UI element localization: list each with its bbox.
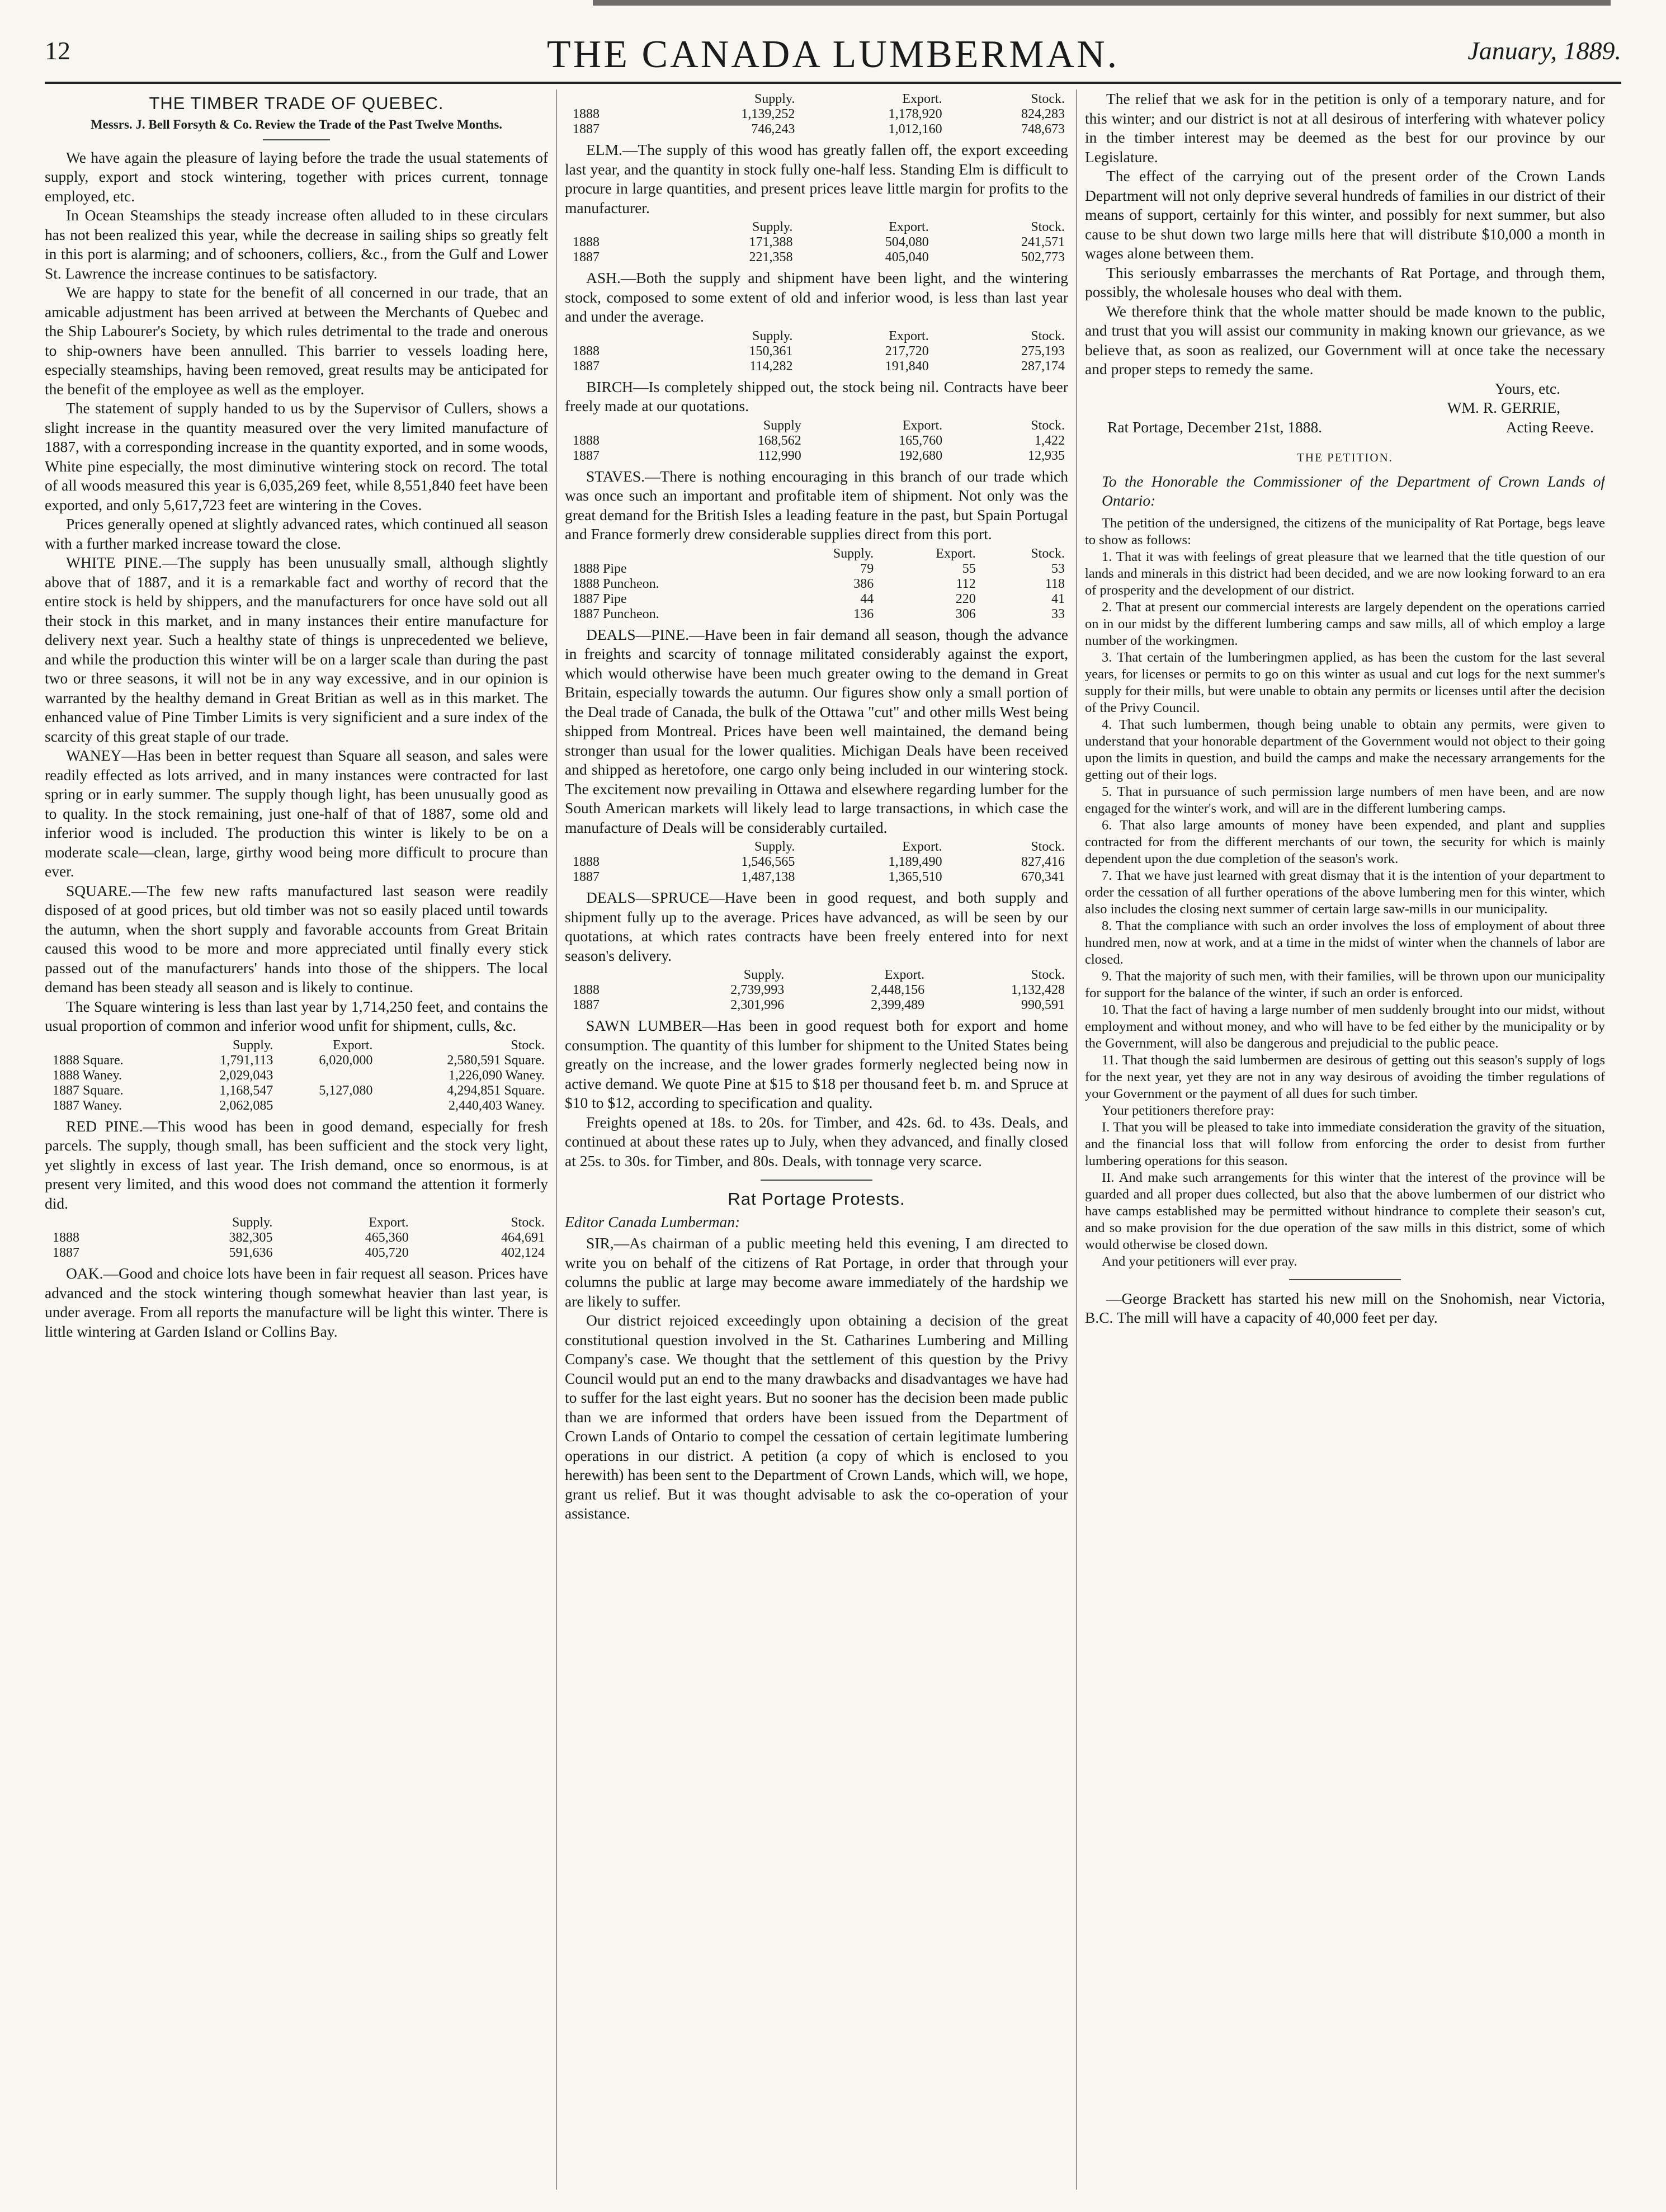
stats-cell: 1,422 xyxy=(1035,433,1065,448)
stats-cell: 114,282 xyxy=(749,359,793,374)
paragraph: SAWN LUMBER—Has been in good request both for export and home consumption. The quantity of this lumber for shipment to the United States being greatly on the increase, and the lower grades formerly neglected being now in active demand. We quote Pine at $15 to $18 per thousand feet b. m. and Spruce at $10 to $12, according to specification and quality. xyxy=(565,1017,1068,1111)
stats-cell: 2,580,591 Square. xyxy=(447,1053,545,1068)
stats-cell: 746,243 xyxy=(751,122,795,136)
stats-cell xyxy=(276,1068,376,1083)
stats-cell: 1888 xyxy=(573,855,600,869)
paragraph: 9. That the majority of such men, with their families, will be thrown upon our municipality for support for the balance of the winter, if such an order is enforced. xyxy=(1085,968,1605,1001)
column-3 xyxy=(1085,89,1605,2190)
article-title: THE TIMBER TRADE OF QUEBEC. xyxy=(149,93,444,113)
paragraph: The petition of the undersigned, the citizens of the municipality of Rat Portage, begs leave to show as follows: xyxy=(1085,515,1605,548)
stats-cell: 306 xyxy=(955,606,976,621)
paragraph: 5. That in pursuance of such permission large numbers of men have been, and are now engaged for the winter's work, and will are in the different lumbering camps. xyxy=(1085,784,1605,816)
paragraph: We have again the pleasure of laying before the trade the usual statements of supply, export and stock wintering, together with prices current, tonnage employed, etc. xyxy=(45,148,548,205)
stats-header: Stock. xyxy=(1031,328,1065,343)
stats-header xyxy=(569,839,651,855)
stats-cell: 1887 Square. xyxy=(53,1083,124,1098)
paragraph: Your petitioners therefore pray: xyxy=(1102,1102,1275,1118)
paragraph: WANEY—Has been in better request than Square all season, and sales were readily effected as lots arrived, and in many instances were contracted for last spring or in early summer. The supply though light, has been unusually good as to quality. In the stock remaining, just one-half of that of 1887, some old and inferior wood is included. The production this winter is likely to be on a moderate scale—clean, large, girthy wood being more difficult to procure than ever. xyxy=(45,747,548,880)
stats-cell: 2,440,403 Waney. xyxy=(448,1098,545,1113)
paragraph: This seriously embarrasses the merchants of Rat Portage, and through them, possibly, the wholesale houses who deal with them. xyxy=(1085,263,1605,300)
stats-cell xyxy=(276,1098,376,1114)
divider xyxy=(761,1180,872,1181)
stats-cell: 1887 xyxy=(53,1246,79,1260)
stats-cell: 168,562 xyxy=(757,433,801,448)
article-title: Rat Portage Protests. xyxy=(728,1189,905,1209)
stats-header: Supply. xyxy=(232,1037,273,1053)
issue-date: January, 1889. xyxy=(1467,36,1621,65)
stats-cell: 1888 xyxy=(573,433,600,448)
stats-cell: 53 xyxy=(1051,561,1065,576)
stats-table-birch xyxy=(569,418,1068,464)
stats-header xyxy=(49,1215,140,1230)
stats-cell: 1887 xyxy=(573,998,600,1012)
stats-grid xyxy=(569,329,1068,374)
paragraph: And your petitioners will ever pray. xyxy=(1102,1253,1297,1269)
paragraph: In Ocean Steamships the steady increase often alluded to in these circulars has not been realized this year, while the decrease in sailing ships so greatly felt in this port is alarming; and of schooners, colliers, &c., from the Gulf and Lower St. Lawrence the increase continues to be satisfactory. xyxy=(45,206,548,282)
stats-cell: 136 xyxy=(853,606,874,621)
stats-cell: 1,178,920 xyxy=(888,107,942,121)
stats-table-elm xyxy=(569,220,1068,265)
stats-header: Stock. xyxy=(511,1215,545,1230)
stats-row xyxy=(569,235,1068,250)
top-rule xyxy=(593,0,1611,6)
stats-cell: 171,388 xyxy=(749,235,793,249)
stats-cell: 1,226,090 Waney. xyxy=(448,1068,545,1083)
stats-grid xyxy=(569,220,1068,265)
stats-grid xyxy=(49,1215,548,1261)
paragraph: 1. That it was with feelings of great pleasure that we learned that the title question of our lands and minerals in this district had been decided, and we are now looking forward to an era of prosperity and the development of our district. xyxy=(1085,549,1605,598)
stats-cell: 464,691 xyxy=(501,1230,545,1245)
stats-cell: 112 xyxy=(956,576,976,591)
stats-cell: 33 xyxy=(1051,606,1065,621)
paragraph: Freights opened at 18s. to 20s. for Timber, and 42s. 6d. to 43s. Deals, and continued at about these rates up to July, when they advanced, and finally closed at 25s. to 30s. for Timber, and 80s. Deals, with tonnage very scarce. xyxy=(565,1113,1068,1169)
stats-row xyxy=(569,577,1068,592)
paragraph: I. That you will be pleased to take into immediate consideration the gravity of the situation, and the financial loss that will follow from enforcing the order to desist from further lumbering operations for this season. xyxy=(1085,1119,1605,1168)
stats-header: Stock. xyxy=(511,1037,545,1053)
column-rule xyxy=(1076,89,1077,2190)
stats-cell: 1,791,113 xyxy=(220,1053,273,1068)
stats-table-deals-spruce xyxy=(569,968,1068,1013)
stats-header xyxy=(49,1038,177,1053)
stats-table-red-pine xyxy=(49,1215,548,1261)
stats-cell: 1,546,565 xyxy=(741,855,795,869)
stats-header: Supply. xyxy=(833,546,874,561)
stats-row xyxy=(569,250,1068,265)
section-heading: THE PETITION. xyxy=(1297,451,1393,464)
stats-header: Export. xyxy=(902,839,942,854)
stats-header xyxy=(569,968,647,983)
stats-header: Stock. xyxy=(1031,839,1065,854)
stats-header xyxy=(569,92,651,107)
stats-cell: 405,720 xyxy=(365,1246,409,1260)
editor-salutation: Editor Canada Lumberman: xyxy=(565,1213,740,1230)
stats-header: Export. xyxy=(889,328,929,343)
stats-cell: 748,673 xyxy=(1021,122,1065,136)
stats-row xyxy=(569,433,1068,449)
stats-cell: 112,990 xyxy=(758,448,801,463)
stats-cell: 1887 Pipe xyxy=(573,591,627,606)
stats-row xyxy=(569,855,1068,870)
stats-cell: 44 xyxy=(860,591,874,606)
stats-cell: 827,416 xyxy=(1021,855,1065,869)
column-rule xyxy=(556,89,557,2190)
stats-cell: 1888 xyxy=(573,235,600,249)
stats-cell: 502,773 xyxy=(1021,250,1065,265)
stats-row xyxy=(569,607,1068,622)
paragraph: We are happy to state for the benefit of all concerned in our trade, that an amicable adjustment has been arrived at between the Merchants of Quebec and the Ship Labourer's Society, by which rules detrimental to the trade and onerous to ship-owners have been annulled. This barrier to vessels loading here, especially steamships, having been removed, great results may be anticipated for the benefit of the employee as well as the employer. xyxy=(45,284,548,398)
stats-cell: 824,283 xyxy=(1021,107,1065,121)
stats-header: Supply. xyxy=(752,328,793,343)
stats-grid xyxy=(569,968,1068,1013)
stats-table-staves xyxy=(569,546,1068,622)
paragraph: DEALS—SPRUCE—Have been in good request, and both supply and shipment fully up to the average. Prices have advanced, as will be seen by our quotations, at which rates contracts have been freely entered into for next season's delivery. xyxy=(565,889,1068,964)
letter-signer: WM. R. GERRIE, xyxy=(1447,399,1560,416)
stats-header: Supply. xyxy=(754,839,795,854)
paragraph: 8. That the compliance with such an order involves the loss of employment of about three hundred men, now at work, and at a time in the midst of winter when the channels of labor are closed. xyxy=(1085,918,1605,967)
paragraph: The statement of supply handed to us by the Supervisor of Cullers, shows a slight increase in the quantity measured over the very limited manufacture of 1887, with a corresponding increase in the quantity exported, and in some woods, White pine especially, the most diminutive wintering stock on record. The total of all woods measured this year is 6,035,269 feet, while 8,551,840 feet have been exported, and only 5,617,723 feet are wintering in the Coves. xyxy=(45,399,548,513)
stats-cell: 1888 Pipe xyxy=(573,561,627,576)
petition-address: To the Honorable the Commissioner of the Department of Crown Lands of Ontario: xyxy=(1102,472,1605,509)
stats-cell: 191,840 xyxy=(885,359,929,374)
stats-table-deals-pine xyxy=(569,839,1068,885)
stats-header: Supply. xyxy=(743,968,785,982)
stats-cell: 118 xyxy=(1045,576,1065,591)
letter-signature-line xyxy=(1107,418,1594,437)
stats-header: Export. xyxy=(902,418,943,433)
stats-cell: 405,040 xyxy=(885,250,929,265)
stats-cell: 1,189,490 xyxy=(888,855,942,869)
stats-header: Stock. xyxy=(1031,546,1065,561)
stats-table-square xyxy=(49,1038,548,1114)
divider xyxy=(263,139,330,140)
stats-header: Export. xyxy=(884,968,925,982)
stats-cell: 1,012,160 xyxy=(888,122,942,136)
page-number: 12 xyxy=(45,36,70,65)
stats-header xyxy=(569,220,660,235)
stats-row xyxy=(49,1246,548,1261)
paragraph: The relief that we ask for in the petition is only of a temporary nature, and for this winter; and our district is not at all desirous of interfering with whatever policy in the timber interest may be deemed as the best for our province by our Legislature. xyxy=(1085,90,1605,166)
stats-header: Export. xyxy=(369,1215,409,1230)
stats-cell: 275,193 xyxy=(1021,343,1065,359)
stats-header: Export. xyxy=(889,220,929,234)
paragraph: 4. That such lumbermen, though being unable to obtain any permits, were given to understand that your honorable department of the Government would not object to their going upon the limits in question, and build the camps and make the necessary arrangements for the getting out of their logs. xyxy=(1085,716,1605,782)
stats-cell: 1888 Puncheon. xyxy=(573,576,659,591)
column-1 xyxy=(45,89,548,2190)
paragraph: 10. That the fact of having a large number of men suddenly brought into our midst, without employment and without money, and who will have to be fed either by the municipality or by the Government, will also be dangerous and prejudicial to the public peace. xyxy=(1085,1002,1605,1051)
stats-header: Export. xyxy=(333,1037,373,1053)
stats-row xyxy=(569,592,1068,607)
stats-grid xyxy=(569,418,1068,464)
stats-cell: 192,680 xyxy=(899,448,943,463)
paragraph: WHITE PINE.—The supply has been unusually small, although slightly above that of 1887, and it is a remarkable fact and worthy of record that the entire stock is held by shippers, and the manufacturers for once have sold out all their stock in this market, and in many instances their entire manufacture for delivery next year. Such a healthy state of things is unprecedented we believe, and while the production this winter will be on a larger scale than during the past two or three seasons, it will not be in any way excessive, and in our opinion is warranted by the healthy demand in Great Britian as well as in this market. The enhanced value of Pine Timber Limits is very significient and a sure index of the scarcity of this great staple of our trade. xyxy=(45,554,548,745)
stats-cell: 670,341 xyxy=(1021,870,1065,884)
paragraph: 6. That also large amounts of money have been expended, and plant and supplies contracted for from the different merchants of our town, the security for which is mainly dependent upon the due completion of the season's work. xyxy=(1085,817,1605,866)
stats-header: Export. xyxy=(936,546,976,561)
stats-cell: 2,029,043 xyxy=(219,1068,273,1083)
paragraph: RED PINE.—This wood has been in good demand, especially for fresh parcels. The supply, though small, has been sufficient and the stock very light, yet slightly in excess of last year. The Irish demand, once so enormous, is at present very limited, and this wood does not command the attention it formerly did. xyxy=(45,1117,548,1212)
paragraph: The effect of the carrying out of the present order of the Crown Lands Department will not only deprive several hundreds of families in our district of their means of support, certainly for this winter, and possibly for next summer, but also cause to be shut down two large mills here that will distribute $10,000 a month in wages alone between them. xyxy=(1085,167,1605,262)
stats-cell: 79 xyxy=(860,561,874,576)
stats-cell: 2,448,156 xyxy=(871,983,925,997)
stats-cell: 382,305 xyxy=(229,1230,273,1245)
stats-grid xyxy=(569,92,1068,137)
stats-cell: 221,358 xyxy=(749,250,793,265)
office-title: Acting Reeve. xyxy=(1505,418,1594,436)
paragraph: We therefore think that the whole matter should be made known to the public, and trust that you will assist our community in making known our grievance, as we believe that, as soon as realized, our Government will at once take the necessary and proper steps to remedy the same. xyxy=(1085,302,1605,378)
stats-row xyxy=(49,1230,548,1246)
stats-row xyxy=(569,107,1068,122)
stats-cell: 41 xyxy=(1051,591,1065,606)
stats-cell: 5,127,080 xyxy=(319,1083,373,1098)
stats-cell: 55 xyxy=(962,561,976,576)
stats-header: Export. xyxy=(902,92,942,106)
paragraph: ASH.—Both the supply and shipment have been light, and the wintering stock, composed to some extent of old and inferior wood, is less than last year and under the average. xyxy=(565,269,1068,325)
stats-cell: 591,636 xyxy=(229,1246,273,1260)
masthead xyxy=(45,32,1621,84)
stats-row xyxy=(569,870,1068,885)
stats-row xyxy=(569,122,1068,137)
stats-cell: 2,739,993 xyxy=(730,983,785,997)
stats-cell: 1888 xyxy=(53,1230,79,1245)
paragraph: 2. That at present our commercial interests are largely dependent on the operations carried on in our midst by the different lumbering camps and saw mills, all of which employ a large number of the workingmen. xyxy=(1085,599,1605,648)
stats-header: Supply. xyxy=(232,1215,273,1230)
place-date: Rat Portage, December 21st, 1888. xyxy=(1107,418,1323,436)
stats-table-oak xyxy=(569,92,1068,137)
stats-cell: 1,168,547 xyxy=(219,1083,273,1098)
stats-header xyxy=(569,418,663,433)
stats-cell: 1888 xyxy=(573,983,600,997)
stats-grid xyxy=(49,1038,548,1114)
stats-cell: 990,591 xyxy=(1021,998,1065,1012)
stats-cell: 1887 xyxy=(573,250,600,265)
news-item: —George Brackett has started his new mill on the Snohomish, near Victoria, B.C. The mill will have a capacity of 40,000 feet per day. xyxy=(1085,1289,1605,1326)
stats-cell: 402,124 xyxy=(501,1246,545,1260)
stats-cell: 1887 Waney. xyxy=(53,1098,122,1113)
stats-header: Stock. xyxy=(1031,418,1065,433)
stats-grid xyxy=(569,546,1068,622)
stats-cell: 2,062,085 xyxy=(219,1098,273,1113)
stats-cell: 241,571 xyxy=(1021,235,1065,249)
stats-row xyxy=(569,359,1068,374)
stats-cell: 465,360 xyxy=(365,1230,409,1245)
paragraph: II. And make such arrangements for this winter that the interest of the province will be guarded and all proper dues collected, but also that the above lumbermen of our district who have camps established may be permitted without hindrance to complete their season's cut, and so make provision for the due operation of the saw mills in this district, some of which would otherwise be closed down. xyxy=(1085,1169,1605,1252)
stats-cell: 386 xyxy=(853,576,874,591)
stats-row xyxy=(49,1083,548,1098)
stats-row xyxy=(569,983,1068,998)
paragraph: SQUARE.—The few new rafts manufactured last season were readily disposed of at good prices, but old timber was not so easily placed until towards the autumn, when the short supply and favorable accounts from Great Britain caused this wood to be more and more appreciated until finally every stick passed out of the manufacturers' hands into those of the shippers. The local demand has been steady all season and is likely to continue. xyxy=(45,881,548,996)
paragraph: Our district rejoiced exceedingly upon obtaining a decision of the great constitutional question involved in the St. Catharines Lumbering and Milling Company's case. We thought that the settlement of this question by the Privy Council would put an end to the many drawbacks and disadvantages we have had to suffer for the last eight years. But no sooner has the decision been made public than we are informed that orders have been issued from the Department of Crown Lands of Ontario to compel the cessation of certain legitimate lumbering operations in our district. A petition (a copy of which is enclosed to you herewith) has been sent to the Department of Crown Lands, which will, we hope, grant us relief. But it was thought advisable to ask the co-operation of your assistance. xyxy=(565,1312,1068,1522)
stats-cell: 165,760 xyxy=(899,433,943,448)
stats-row xyxy=(49,1053,548,1068)
stats-header: Supply. xyxy=(752,220,793,234)
article-byline: Messrs. J. Bell Forsyth & Co. Review the Trade of the Past Twelve Months. xyxy=(90,117,503,131)
paragraph: Prices generally opened at slightly advanced rates, which continued all season with a further marked increase toward the close. xyxy=(45,515,548,552)
stats-row xyxy=(569,449,1068,464)
stats-cell: 6,020,000 xyxy=(319,1053,373,1068)
stats-cell: 1888 xyxy=(573,343,600,359)
stats-cell: 1887 xyxy=(573,448,600,463)
stats-row xyxy=(569,562,1068,577)
stats-grid xyxy=(569,839,1068,885)
column-2 xyxy=(565,89,1068,2190)
paragraph: DEALS—PINE.—Have been in fair demand all season, though the advance in freights and scarcity of tonnage militated considerably against the export, which would otherwise have been much greater owing to the demand in Great Britain, especially towards the autumn. Our figures show only a small portion of the Deal trade of Canada, the bulk of the Ottawa "cut" and other mills West being shipped from Montreal. Prices have been well maintained, the demand being stronger than usual for the lower qualities. Michigan Deals have been received and shipped as heretofore, one cargo only being included in our wintering stock. The excitement now prevailing in Ottawa and elsewhere regarding lumber for the South American markets will likely lead to large transactions, in which case the manufacture of Deals will be considerably curtailed. xyxy=(565,625,1068,836)
paragraph: 7. That we have just learned with great dismay that it is the intention of your department to order the cessation of all further operations of the above lumbering men for this winter, which also includes the closing next summer of certain large saw-mills in our municipality. xyxy=(1085,867,1605,917)
stats-cell: 1887 xyxy=(573,359,600,374)
stats-header: Supply xyxy=(763,418,801,433)
stats-cell: 150,361 xyxy=(749,343,793,359)
letter-closing: Yours, etc. xyxy=(1494,379,1560,397)
stats-cell: 4,294,851 Square. xyxy=(447,1083,545,1098)
petition-body xyxy=(1085,515,1605,1270)
paragraph: OAK.—Good and choice lots have been in fair request all season. Prices have advanced and the stock wintering though somewhat heavier than last year, is under average. From all reports the manufacture will be light this winter. There is little wintering at Garden Island or Collins Bay. xyxy=(45,1265,548,1340)
stats-cell: 1887 Puncheon. xyxy=(573,606,659,621)
stats-header: Stock. xyxy=(1031,220,1065,234)
stats-cell: 1888 Square. xyxy=(53,1053,124,1068)
stats-cell: 1887 xyxy=(573,870,600,884)
paragraph: 11. That though the said lumbermen are desirous of getting out this season's supply of logs for the next year, yet they are not in any way desirous of avoiding the timber regulations of your Government or the payment of all dues for such timber. xyxy=(1085,1052,1605,1101)
stats-header: Stock. xyxy=(1031,968,1065,982)
stats-cell: 220 xyxy=(955,591,976,606)
stats-header: Stock. xyxy=(1031,92,1065,106)
stats-row xyxy=(49,1068,548,1083)
stats-row xyxy=(569,998,1068,1013)
stats-header xyxy=(569,546,773,562)
stats-cell: 1888 xyxy=(573,107,600,121)
stats-row xyxy=(569,344,1068,359)
stats-cell: 2,399,489 xyxy=(871,998,925,1012)
paragraph: STAVES.—There is nothing encouraging in this branch of our trade which was once such an important and profitable item of shipment. Not only was the great demand for the British Isles a leading feature in the past, but Spain Portugal and France formerly drew considerable supplies direct from this port. xyxy=(565,467,1068,543)
stats-cell: 12,935 xyxy=(1028,448,1065,463)
stats-cell: 1888 Waney. xyxy=(53,1068,122,1083)
stats-cell: 217,720 xyxy=(885,343,929,359)
stats-cell: 1,139,252 xyxy=(741,107,795,121)
stats-cell: 1887 xyxy=(573,122,600,136)
stats-cell: 2,301,996 xyxy=(730,998,785,1012)
paragraph: SIR,—As chairman of a public meeting held this evening, I am directed to write you on behalf of the citizens of Rat Portage, in order that through your columns the public at large may become aware immediately of the hardship we are likely to suffer. xyxy=(565,1234,1068,1310)
stats-row xyxy=(49,1098,548,1114)
paragraph: The Square wintering is less than last year by 1,714,250 feet, and contains the usual proportion of common and inferior wood unfit for shipment, culls, &c. xyxy=(45,997,548,1034)
stats-cell: 504,080 xyxy=(885,235,929,249)
stats-table-ash xyxy=(569,329,1068,374)
paragraph: BIRCH—Is completely shipped out, the stock being nil. Contracts have beer freely made at our quotations. xyxy=(565,378,1068,414)
stats-cell: 1,365,510 xyxy=(888,870,942,884)
stats-cell: 1,487,138 xyxy=(741,870,795,884)
newspaper-title: THE CANADA LUMBERMAN. xyxy=(546,33,1120,76)
stats-header xyxy=(569,329,660,344)
stats-cell: 1,132,428 xyxy=(1011,983,1065,997)
stats-header: Supply. xyxy=(754,92,795,106)
paragraph: 3. That certain of the lumberingmen applied, as has been the custom for the last several years, for licenses or permits to go on this winter as usual and cut logs for the next summer's supply for their mills, but were unable to obtain any permits or licenses until after the decision of the Privy Council. xyxy=(1085,649,1605,715)
paragraph: ELM.—The supply of this wood has greatly fallen off, the export exceeding last year, and the quantity in stock fully one-half less. Standing Elm is difficult to procure in large quantities, and present prices leave little margin for profits to the manufacturer. xyxy=(565,141,1068,216)
divider xyxy=(1289,1279,1401,1280)
stats-cell: 287,174 xyxy=(1021,359,1065,374)
